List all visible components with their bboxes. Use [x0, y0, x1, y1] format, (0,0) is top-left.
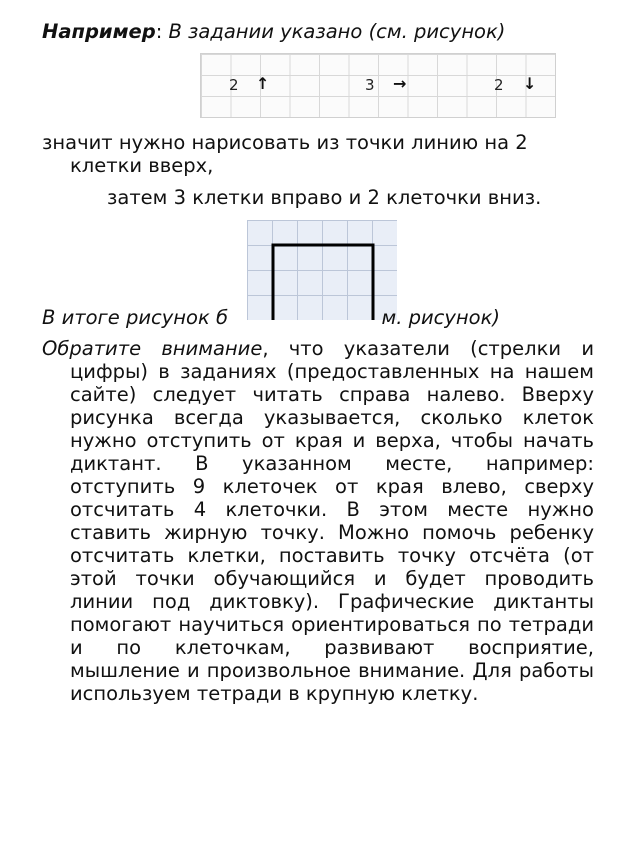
result-caption-end: м. рисунок): [381, 306, 500, 329]
attention-body: , что указатели (стрелки и цифры) в заданиях (предоставленных на нашем сайте) следует читать справа налево. Вверху рисунка всегда указывается, сколько клеток нужно отступить от края и верха, чтобы начать диктант. В указанном месте, например: отступить 9 клеточек от края влево, сверху отсчитать 4 клеточки. В этом месте нужно ставить жирную точку. Можно помочь ребенку отсчитать клетки, поставить точку отсчёта (от этой точки обучающийся и будет проводить линии под диктовку). Графические диктанты помогают научиться ориентироваться по тетради и по клеточкам, развивают восприятие, мышление и произвольное внимание. Для работы используем тетради в крупную клетку.: [70, 337, 594, 705]
step-1-count: 2: [229, 76, 239, 94]
step-2-count: 3: [365, 76, 375, 94]
right-arrow-icon: →: [393, 74, 407, 93]
explanation-line-3: затем 3 клетки вправо и 2 клеточки вниз.: [107, 186, 542, 209]
example-text: В задании указано (см. рисунок): [162, 20, 506, 43]
result-drawing: [247, 220, 397, 320]
example-colon: :: [155, 20, 163, 43]
explanation-line-2: клетки вверх,: [70, 154, 214, 177]
example-intro: [42, 20, 505, 43]
example-label: Например: [42, 20, 156, 43]
result-caption: [42, 306, 500, 329]
explanation-line-1: значит нужно нарисовать из точки линию на 2: [42, 131, 528, 154]
down-arrow-icon: ↓: [523, 74, 537, 93]
instruction-strip: [200, 53, 556, 118]
step-3-count: 2: [494, 76, 504, 94]
up-arrow-icon: ↑: [256, 74, 270, 93]
attention-emphasis: Обратите внимание: [42, 337, 263, 360]
result-caption-start: В итоге рисунок б: [42, 306, 228, 329]
attention-paragraph: [42, 337, 594, 705]
result-caption-hidden: [228, 306, 382, 329]
result-path-drawing: [247, 220, 397, 320]
